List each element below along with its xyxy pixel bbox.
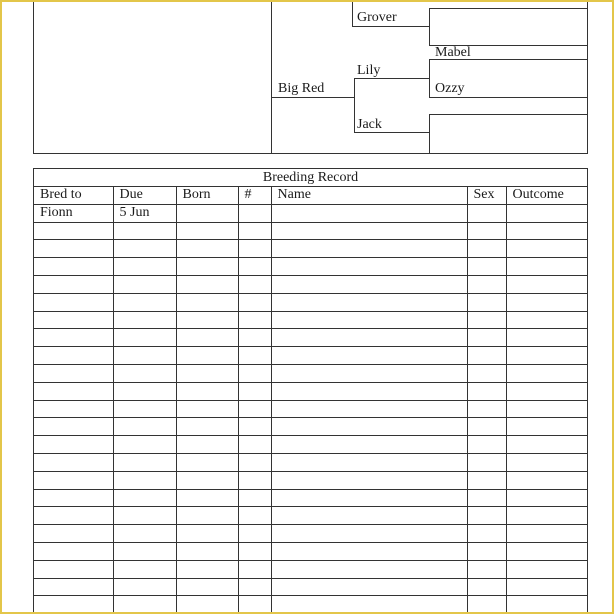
table-cell[interactable] xyxy=(506,347,587,365)
table-cell[interactable] xyxy=(271,578,467,596)
table-cell[interactable] xyxy=(467,258,506,276)
table-cell[interactable] xyxy=(113,311,176,329)
table-cell[interactable] xyxy=(467,347,506,365)
table-cell[interactable] xyxy=(238,204,271,222)
table-cell[interactable] xyxy=(506,525,587,543)
column-header: Due xyxy=(113,187,176,204)
table-cell[interactable] xyxy=(271,347,467,365)
table-cell[interactable] xyxy=(176,560,238,578)
table-cell[interactable] xyxy=(271,471,467,489)
table-cell[interactable] xyxy=(271,489,467,507)
table-cell[interactable] xyxy=(506,453,587,471)
table-cell[interactable] xyxy=(271,453,467,471)
pedigree-chart xyxy=(33,0,588,154)
table-cell[interactable] xyxy=(506,258,587,276)
table-cell[interactable] xyxy=(113,596,176,614)
table-cell[interactable] xyxy=(271,293,467,311)
table-cell[interactable] xyxy=(238,596,271,614)
table-cell[interactable] xyxy=(238,258,271,276)
table-cell[interactable] xyxy=(271,560,467,578)
table-cell[interactable] xyxy=(506,507,587,525)
table-cell[interactable] xyxy=(467,525,506,543)
table-cell[interactable] xyxy=(34,311,113,329)
table-cell[interactable] xyxy=(238,507,271,525)
breeding-record-title: Breeding Record xyxy=(34,169,587,187)
table-cell[interactable] xyxy=(176,578,238,596)
lily-name: Lily xyxy=(357,63,381,78)
grover-name: Grover xyxy=(357,10,397,25)
table-cell[interactable] xyxy=(34,347,113,365)
table-cell[interactable] xyxy=(176,311,238,329)
table-cell[interactable] xyxy=(506,436,587,454)
table-cell[interactable] xyxy=(113,525,176,543)
table-cell[interactable] xyxy=(506,471,587,489)
table-cell[interactable] xyxy=(176,240,238,258)
table-cell[interactable] xyxy=(238,560,271,578)
table-cell[interactable] xyxy=(506,293,587,311)
table-cell[interactable] xyxy=(467,400,506,418)
jack-parents-box xyxy=(429,114,588,154)
table-cell[interactable]: 5 Jun xyxy=(113,204,176,222)
table-cell[interactable] xyxy=(176,400,238,418)
table-cell[interactable] xyxy=(271,418,467,436)
table-cell[interactable] xyxy=(506,311,587,329)
table-cell[interactable] xyxy=(34,275,113,293)
table-cell[interactable] xyxy=(113,347,176,365)
table-cell[interactable] xyxy=(467,240,506,258)
table-cell[interactable] xyxy=(176,489,238,507)
table-row xyxy=(34,596,587,614)
table-cell[interactable] xyxy=(506,204,587,222)
table-cell[interactable] xyxy=(113,364,176,382)
table-cell[interactable] xyxy=(176,418,238,436)
table-cell[interactable] xyxy=(506,418,587,436)
table-cell[interactable] xyxy=(467,222,506,240)
table-cell[interactable] xyxy=(467,453,506,471)
table-cell[interactable] xyxy=(467,542,506,560)
table-cell[interactable] xyxy=(34,293,113,311)
jack-name: Jack xyxy=(357,117,382,132)
table-cell[interactable] xyxy=(271,275,467,293)
table-cell[interactable] xyxy=(271,525,467,543)
table-cell[interactable] xyxy=(467,275,506,293)
table-cell[interactable] xyxy=(176,542,238,560)
table-cell[interactable] xyxy=(113,400,176,418)
table-cell[interactable] xyxy=(176,364,238,382)
table-cell[interactable] xyxy=(34,560,113,578)
ozzy-name: Ozzy xyxy=(435,81,465,96)
column-header: Outcome xyxy=(506,187,587,204)
table-cell[interactable] xyxy=(467,293,506,311)
table-cell[interactable] xyxy=(113,222,176,240)
table-cell[interactable] xyxy=(113,293,176,311)
table-cell[interactable] xyxy=(238,525,271,543)
table-cell[interactable] xyxy=(238,311,271,329)
table-cell[interactable] xyxy=(113,418,176,436)
table-cell[interactable] xyxy=(467,578,506,596)
table-cell[interactable] xyxy=(238,364,271,382)
table-cell[interactable] xyxy=(34,418,113,436)
table-cell[interactable] xyxy=(238,293,271,311)
table-cell[interactable] xyxy=(176,596,238,614)
table-cell[interactable] xyxy=(238,453,271,471)
table-cell[interactable] xyxy=(34,453,113,471)
table-cell[interactable] xyxy=(34,525,113,543)
table-cell[interactable] xyxy=(176,329,238,347)
table-cell[interactable] xyxy=(467,204,506,222)
table-cell[interactable] xyxy=(238,418,271,436)
column-header: Born xyxy=(176,187,238,204)
table-row xyxy=(34,364,587,382)
table-cell[interactable] xyxy=(238,222,271,240)
table-cell[interactable] xyxy=(238,542,271,560)
table-cell[interactable] xyxy=(113,258,176,276)
table-cell[interactable] xyxy=(34,382,113,400)
mabel-name: Mabel xyxy=(435,45,471,60)
table-row xyxy=(34,525,587,543)
table-cell[interactable] xyxy=(506,489,587,507)
table-cell[interactable] xyxy=(238,400,271,418)
table-cell[interactable] xyxy=(113,507,176,525)
table-cell[interactable] xyxy=(271,436,467,454)
table-cell[interactable] xyxy=(176,293,238,311)
table-cell[interactable] xyxy=(176,258,238,276)
table-row xyxy=(34,275,587,293)
table-cell[interactable] xyxy=(176,453,238,471)
sire-name: Big Red xyxy=(278,81,325,96)
table-cell[interactable] xyxy=(176,507,238,525)
table-row xyxy=(34,222,587,240)
table-cell[interactable] xyxy=(238,489,271,507)
table-cell[interactable] xyxy=(176,471,238,489)
table-row xyxy=(34,204,587,222)
table-cell[interactable] xyxy=(271,596,467,614)
header-row xyxy=(34,187,587,204)
table-cell[interactable] xyxy=(467,471,506,489)
table-cell[interactable] xyxy=(506,542,587,560)
table-row xyxy=(34,329,587,347)
table-row xyxy=(34,400,587,418)
table-row xyxy=(34,347,587,365)
table-cell[interactable] xyxy=(238,578,271,596)
table-cell[interactable] xyxy=(506,329,587,347)
table-cell[interactable] xyxy=(238,240,271,258)
table-row xyxy=(34,293,587,311)
table-row xyxy=(34,542,587,560)
table-cell[interactable] xyxy=(34,489,113,507)
table-cell[interactable]: Fionn xyxy=(34,204,113,222)
table-cell[interactable] xyxy=(271,222,467,240)
table-cell[interactable] xyxy=(506,275,587,293)
table-cell[interactable] xyxy=(34,471,113,489)
table-cell[interactable] xyxy=(271,382,467,400)
table-row xyxy=(34,507,587,525)
table-cell[interactable] xyxy=(506,240,587,258)
table-cell[interactable] xyxy=(176,436,238,454)
table-cell[interactable] xyxy=(34,258,113,276)
table-row xyxy=(34,578,587,596)
table-cell[interactable] xyxy=(176,347,238,365)
table-cell[interactable] xyxy=(506,596,587,614)
table-cell[interactable] xyxy=(176,525,238,543)
table-cell[interactable] xyxy=(467,560,506,578)
column-header: # xyxy=(238,187,271,204)
table-cell[interactable] xyxy=(113,453,176,471)
table-row xyxy=(34,258,587,276)
table-cell[interactable] xyxy=(238,471,271,489)
table-cell[interactable] xyxy=(176,204,238,222)
table-row xyxy=(34,489,587,507)
table-cell[interactable] xyxy=(113,542,176,560)
table-cell[interactable] xyxy=(238,347,271,365)
table-cell[interactable] xyxy=(176,222,238,240)
table-cell[interactable] xyxy=(176,275,238,293)
table-row xyxy=(34,418,587,436)
table-cell[interactable] xyxy=(271,364,467,382)
table-cell[interactable] xyxy=(467,311,506,329)
table-cell[interactable] xyxy=(34,222,113,240)
table-row xyxy=(34,436,587,454)
table-cell[interactable] xyxy=(176,382,238,400)
table-cell[interactable] xyxy=(34,596,113,614)
breeding-record-table xyxy=(34,187,587,614)
table-cell[interactable] xyxy=(238,329,271,347)
table-row xyxy=(34,471,587,489)
table-cell[interactable] xyxy=(34,329,113,347)
table-cell[interactable] xyxy=(34,240,113,258)
table-cell[interactable] xyxy=(271,507,467,525)
table-cell[interactable] xyxy=(506,382,587,400)
column-header: Name xyxy=(271,187,467,204)
table-row xyxy=(34,382,587,400)
column-header: Bred to xyxy=(34,187,113,204)
grover-line xyxy=(352,26,430,27)
table-cell[interactable] xyxy=(271,542,467,560)
table-cell[interactable] xyxy=(34,400,113,418)
table-cell[interactable] xyxy=(113,436,176,454)
ozzy-line xyxy=(429,97,587,98)
table-cell[interactable] xyxy=(238,275,271,293)
table-cell[interactable] xyxy=(113,471,176,489)
table-cell[interactable] xyxy=(506,578,587,596)
sire-line xyxy=(271,97,354,98)
table-row xyxy=(34,240,587,258)
table-cell[interactable] xyxy=(506,560,587,578)
breeding-record xyxy=(33,168,588,614)
table-cell[interactable] xyxy=(271,329,467,347)
table-cell[interactable] xyxy=(34,507,113,525)
lily-bracket xyxy=(429,59,430,97)
table-cell[interactable] xyxy=(34,542,113,560)
table-cell[interactable] xyxy=(271,258,467,276)
table-cell[interactable] xyxy=(467,364,506,382)
grover-bracket xyxy=(352,0,353,26)
table-cell[interactable] xyxy=(113,489,176,507)
table-cell[interactable] xyxy=(34,578,113,596)
table-cell[interactable] xyxy=(467,329,506,347)
table-cell[interactable] xyxy=(238,436,271,454)
table-cell[interactable] xyxy=(113,275,176,293)
table-row xyxy=(34,311,587,329)
table-cell[interactable] xyxy=(271,204,467,222)
table-cell[interactable] xyxy=(238,382,271,400)
table-cell[interactable] xyxy=(467,382,506,400)
table-row xyxy=(34,560,587,578)
table-cell[interactable] xyxy=(271,311,467,329)
table-cell[interactable] xyxy=(271,240,467,258)
table-cell[interactable] xyxy=(113,578,176,596)
table-cell[interactable] xyxy=(113,240,176,258)
table-cell[interactable] xyxy=(271,400,467,418)
table-cell[interactable] xyxy=(506,222,587,240)
column-header: Sex xyxy=(467,187,506,204)
table-cell[interactable] xyxy=(467,418,506,436)
table-cell[interactable] xyxy=(506,364,587,382)
table-cell[interactable] xyxy=(113,560,176,578)
table-cell[interactable] xyxy=(34,436,113,454)
table-row xyxy=(34,453,587,471)
table-cell[interactable] xyxy=(467,489,506,507)
table-cell[interactable] xyxy=(34,364,113,382)
pedigree-divider xyxy=(271,0,272,153)
table-cell[interactable] xyxy=(506,400,587,418)
sire-bracket xyxy=(354,78,355,132)
table-cell[interactable] xyxy=(467,436,506,454)
table-cell[interactable] xyxy=(467,596,506,614)
grover-parents-box xyxy=(429,8,588,46)
table-cell[interactable] xyxy=(113,329,176,347)
table-cell[interactable] xyxy=(467,507,506,525)
table-cell[interactable] xyxy=(113,382,176,400)
